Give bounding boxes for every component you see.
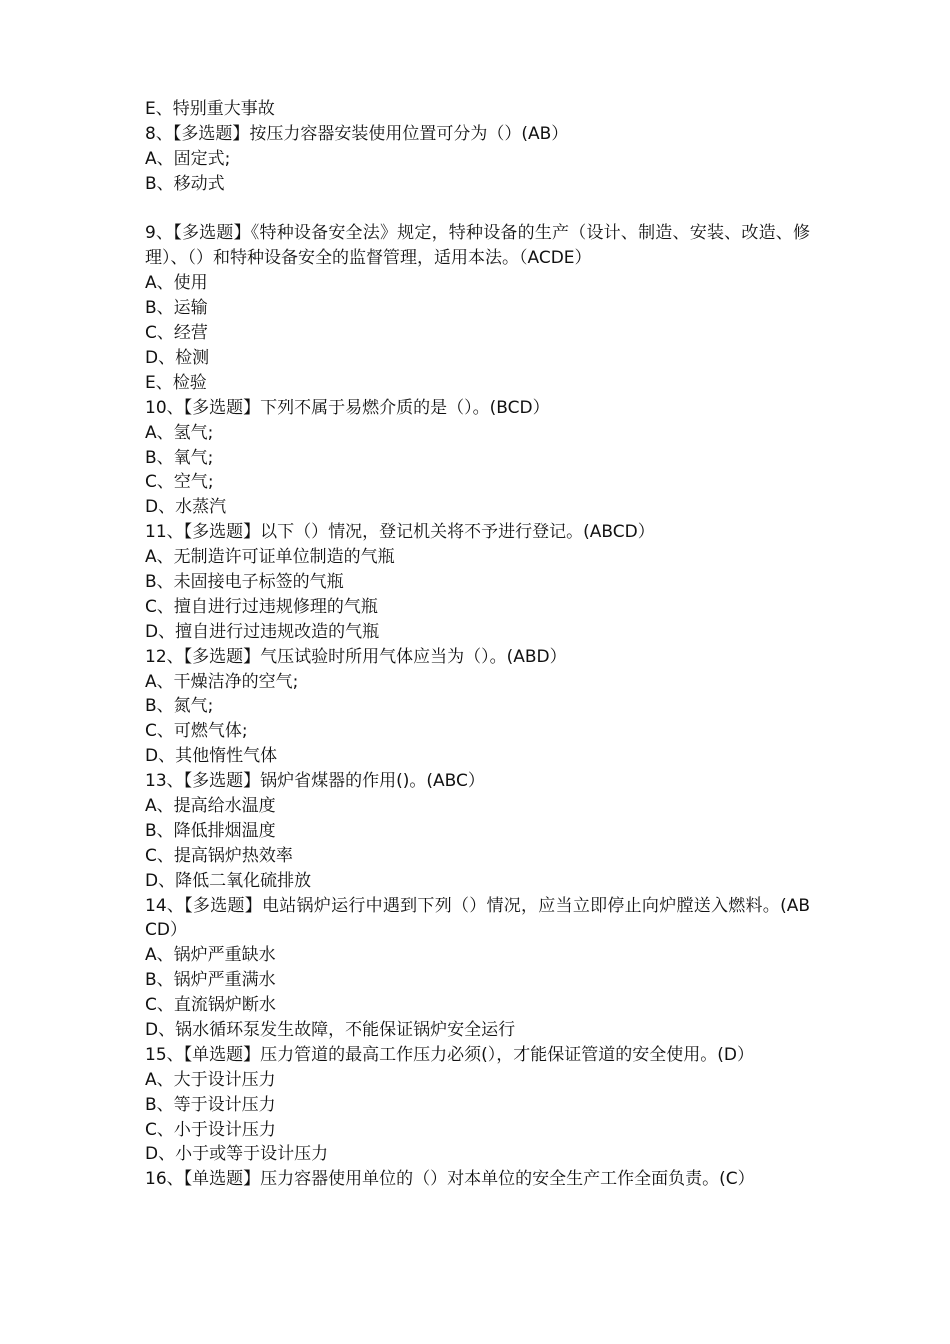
question-line: 9、【多选题】《特种设备安全法》规定，特种设备的生产（设计、制造、安装、改造、修理）、（）和特种设备安全的监督管理，适用本法。（ACDE）	[145, 223, 810, 269]
option-line: D、擅自进行过违规改造的气瓶	[145, 621, 380, 642]
option-line: D、小于或等于设计压力	[145, 1144, 329, 1165]
option-line: D、其他惰性气体	[145, 746, 278, 767]
option-line: A、固定式;	[145, 148, 231, 169]
question-line: 11、【多选题】以下（）情况，登记机关将不予进行登记。(ABCD）	[145, 522, 655, 543]
question-line: 8、【多选题】按压力容器安装使用位置可分为（）(AB）	[145, 123, 569, 144]
option-line: B、氧气;	[145, 447, 214, 468]
option-line: A、提高给水温度	[145, 795, 276, 816]
document-page	[145, 97, 810, 1192]
option-line: C、擅自进行过违规修理的气瓶	[145, 596, 378, 617]
option-line: A、锅炉严重缺水	[145, 945, 276, 966]
option-line: B、运输	[145, 298, 208, 319]
question-line: 15、【单选题】压力管道的最高工作压力必须(），才能保证管道的安全使用。(D）	[145, 1044, 754, 1065]
option-line: B、降低排烟温度	[145, 820, 276, 841]
option-line: B、移动式	[145, 173, 225, 194]
option-line: B、氮气;	[145, 696, 214, 717]
option-line: A、无制造许可证单位制造的气瓶	[145, 547, 395, 568]
option-line: C、小于设计压力	[145, 1119, 276, 1140]
option-line: B、未固接电子标签的气瓶	[145, 571, 344, 592]
option-line: C、经营	[145, 323, 208, 344]
blank-line	[145, 197, 810, 222]
option-line: E、特别重大事故	[145, 99, 275, 119]
option-line: E、检验	[145, 372, 207, 393]
option-line: C、提高锅炉热效率	[145, 845, 293, 866]
option-line: A、干燥洁净的空气;	[145, 671, 299, 692]
option-line: C、空气;	[145, 472, 214, 493]
option-line: C、可燃气体;	[145, 721, 248, 742]
option-line: B、等于设计压力	[145, 1094, 276, 1115]
option-line: A、大于设计压力	[145, 1069, 276, 1090]
option-line: D、降低二氧化硫排放	[145, 870, 312, 891]
option-line: C、直流锅炉断水	[145, 995, 276, 1016]
option-line: A、使用	[145, 273, 208, 294]
option-line: D、水蒸汽	[145, 497, 227, 518]
option-line: A、氢气;	[145, 422, 214, 443]
question-line: 12、【多选题】气压试验时所用气体应当为（）。(ABD）	[145, 646, 567, 667]
question-line: 10、【多选题】下列不属于易燃介质的是（）。(BCD）	[145, 397, 550, 418]
question-line: 14、【多选题】电站锅炉运行中遇到下列（）情况，应当立即停止向炉膛送入燃料。(ABCD）	[145, 895, 810, 941]
question-line: 16、【单选题】压力容器使用单位的（）对本单位的安全生产工作全面负责。(C）	[145, 1169, 755, 1190]
question-line: 13、【多选题】锅炉省煤器的作用()。(ABC）	[145, 771, 485, 792]
option-line: B、锅炉严重满水	[145, 970, 276, 991]
option-line: D、检测	[145, 347, 210, 368]
option-line: D、锅水循环泵发生故障，不能保证锅炉安全运行	[145, 1020, 516, 1041]
